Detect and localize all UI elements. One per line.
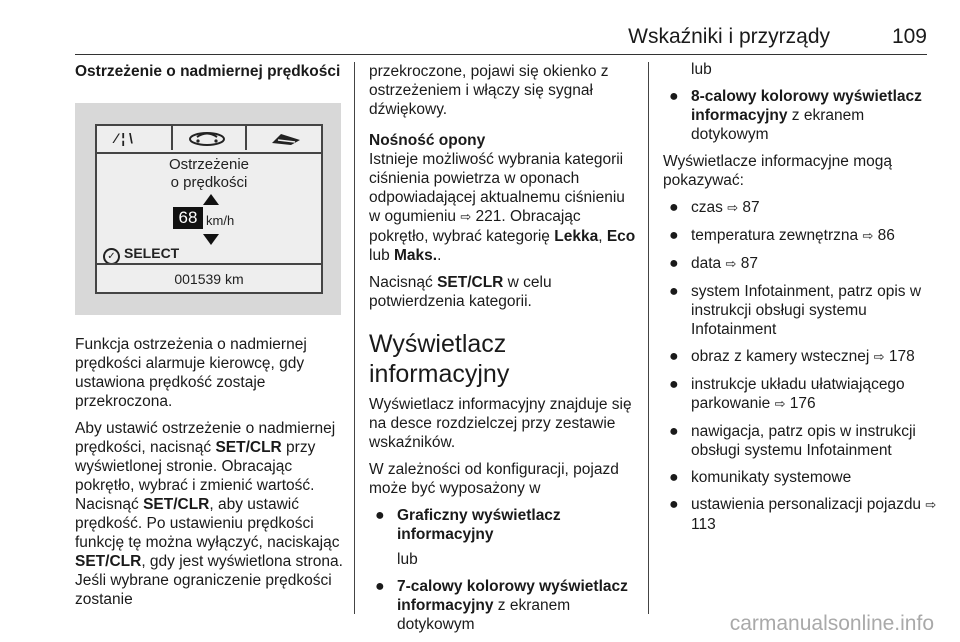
- list-item: ● obraz z kamery wstecznej ⇨ 178: [669, 348, 915, 365]
- reference-arrow-icon: ⇨: [873, 350, 885, 365]
- list-item: ● Graficzny wyświetlacz informacyjny: [375, 507, 561, 543]
- display-options-list-cont: [663, 60, 938, 144]
- display-tab-bar: [97, 126, 321, 154]
- bullet-icon: ●: [669, 348, 679, 365]
- reference-arrow-icon: ⇨: [774, 397, 786, 412]
- header-title: Wskaźniki i przyrządy: [628, 25, 830, 48]
- odometer-divider: [97, 263, 321, 265]
- reference-arrow-icon: ⇨: [460, 210, 472, 225]
- list-item: ● system Infotainment, patrz opis w instrukcji obsługi systemu Infotainment: [669, 283, 922, 338]
- watermark: carmanualsonline.info: [729, 612, 934, 635]
- tire-icon: [269, 131, 303, 147]
- speed-unit: km/h: [206, 213, 235, 228]
- speed-warning-figure: [75, 103, 341, 315]
- list-item: ● komunikaty systemowe: [669, 469, 852, 486]
- list-item: ● nawigacja, patrz opis w instrukcji obsługi systemu Infotainment: [669, 423, 916, 459]
- column-3: [663, 62, 938, 542]
- list-separator: lub: [691, 61, 712, 78]
- reference-arrow-icon: ⇨: [725, 257, 737, 272]
- bullet-icon: ●: [375, 578, 385, 595]
- bullet-icon: ●: [669, 376, 679, 393]
- display-options-list: [369, 506, 637, 634]
- check-icon: ✓: [103, 248, 120, 265]
- column-2: [369, 62, 637, 642]
- list-item: ● data ⇨ 87: [669, 255, 758, 272]
- section-heading-speed-warning: Ostrzeżenie o nadmiernej prędkości: [75, 63, 341, 80]
- warning-text: Ostrzeżenie o prędkości: [168, 156, 250, 191]
- paragraph-list-intro: Wyświetlacze informacyjne mogą pokazywać:: [663, 153, 892, 189]
- bullet-icon: ●: [669, 227, 679, 244]
- bullet-icon: ●: [669, 199, 679, 216]
- car-icon: [187, 129, 227, 147]
- list-item: ● ustawienia personalizacji pojazdu ⇨ 113: [669, 496, 937, 533]
- bullet-icon: ●: [669, 423, 679, 440]
- paragraph-config: W zależności od konfiguracji, pojazd może być wyposażony w: [369, 461, 619, 497]
- arrow-down-icon: [203, 234, 219, 245]
- page-number: 109: [891, 25, 927, 48]
- odometer-reading: 001539 km: [174, 271, 244, 287]
- speed-value: 68: [173, 207, 203, 229]
- list-item: ● temperatura zewnętrzna ⇨ 86: [669, 227, 895, 244]
- bullet-icon: ●: [669, 88, 679, 105]
- paragraph-tire-load: Istnieje możliwość wybrania kategorii ciśnienia powietrza w oponach odpowiadającej aktualnemu ciśnieniu w ogumieniu ⇨ 221. Obracając pokrętło, wybrać kategorię Lekka, Eco lub Maks..: [369, 151, 636, 264]
- instrument-display: [95, 124, 323, 294]
- bullet-icon: ●: [375, 507, 385, 524]
- paragraph-continued: przekroczone, pojawi się okienko z ostrzeżeniem i włączy się sygnał dźwiękowy.: [369, 63, 609, 118]
- paragraph-set-warning: Aby ustawić ostrzeżenie o nadmiernej prędkości, nacisnąć SET/CLR przy wyświetlonej stronie. Obracając pokrętło, wybrać i zmienić wartość. Nacisnąć SET/CLR, aby ustawić prędkość. Po ustawieniu prędkości funkcję tę można wyłączyć, naciskając SET/CLR, gdy jest wyświetlona strona. Jeśli wybrane ograniczenie prędkości zostanie: [75, 420, 343, 608]
- features-list: [663, 198, 938, 534]
- bullet-icon: ●: [669, 255, 679, 272]
- section-heading-tire-load: Nośność opony: [369, 132, 486, 149]
- road-icon: ⁄ ¦ \: [115, 130, 133, 146]
- paragraph-function: Funkcja ostrzeżenia o nadmiernej prędkości alarmuje kierowcę, gdy ustawiona prędkość zostaje przekroczona.: [75, 336, 307, 410]
- list-separator: lub: [397, 551, 418, 568]
- column-divider-2: [648, 62, 649, 614]
- section-title-info-display: Wyświetlacz informacyjny: [369, 330, 510, 388]
- arrow-up-icon: [203, 194, 219, 205]
- header-rule: [75, 54, 927, 55]
- bullet-icon: ●: [669, 469, 679, 486]
- bullet-icon: ●: [669, 283, 679, 300]
- paragraph-intro: Wyświetlacz informacyjny znajduje się na desce rozdzielczej przy zestawie wskaźników.: [369, 396, 632, 451]
- reference-arrow-icon: ⇨: [727, 201, 739, 216]
- column-1: [75, 62, 347, 617]
- paragraph-confirm: Nacisnąć SET/CLR w celu potwierdzenia kategorii.: [369, 274, 552, 310]
- list-item: ● czas ⇨ 87: [669, 199, 760, 216]
- display-tab-active: [171, 126, 247, 150]
- select-prompt: ✓ SELECT: [103, 244, 179, 265]
- column-divider-1: [354, 62, 355, 614]
- list-item: ● 8-calowy kolorowy wyświetlacz informacyjny z ekranem dotykowym: [669, 88, 922, 143]
- list-item: ● 7-calowy kolorowy wyświetlacz informacyjny z ekranem dotykowym: [375, 578, 628, 633]
- reference-arrow-icon: ⇨: [862, 229, 874, 244]
- reference-arrow-icon: ⇨: [925, 498, 937, 513]
- bullet-icon: ●: [669, 496, 679, 513]
- list-item: ● instrukcje układu ułatwiającego parkowanie ⇨ 176: [669, 376, 905, 412]
